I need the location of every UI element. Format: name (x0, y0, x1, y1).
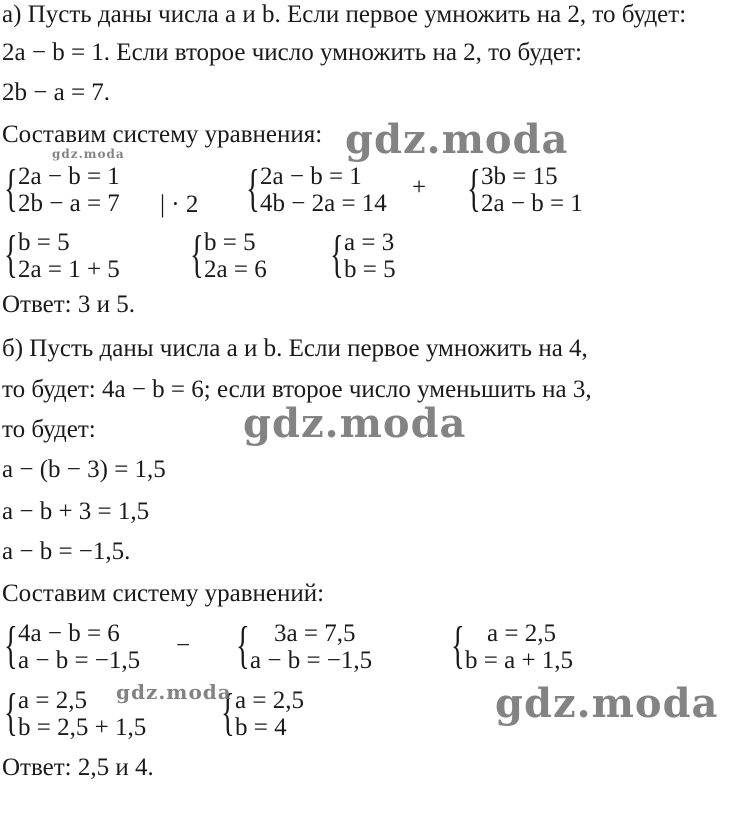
equation: 3a = 7,5 (274, 620, 356, 647)
equation: 2a − b = 1 (18, 163, 120, 190)
equation: b = 2,5 + 1,5 (18, 714, 147, 741)
part-b-compose-heading: Составим систему уравнений: (2, 580, 325, 607)
part-b-equation-3: a − b = −1,5. (2, 538, 131, 565)
part-a-line-2: 2a − b = 1. Если второе число умножить на 2, то будет: (2, 39, 582, 66)
equation: 4b − 2a = 14 (260, 190, 387, 217)
equation: a = 3 (344, 229, 395, 256)
watermark-logo: gdz.moda (345, 116, 569, 163)
add-note: + (412, 174, 427, 201)
part-a-system-3: { 3b = 15 2a − b = 1 (467, 160, 583, 217)
watermark-logo: gdz.moda (116, 680, 232, 704)
equation: 2a = 1 + 5 (18, 256, 120, 283)
part-b-line-3: то будет: (2, 416, 96, 443)
watermark-logo: gdz.moda (495, 680, 719, 727)
part-b-system-1: { 4a − b = 6 a − b = −1,5 (4, 617, 141, 674)
part-b-system-3: { a = 2,5 b = a + 1,5 (451, 617, 574, 674)
part-b-system-4: { a = 2,5 b = 2,5 + 1,5 (4, 684, 147, 741)
equation: a = 2,5 (18, 687, 87, 714)
multiply-note: | · 2 (160, 191, 199, 218)
part-b-equation-2: a − b + 3 = 1,5 (2, 498, 150, 525)
part-a-line-3: 2b − a = 7. (2, 79, 111, 106)
part-b-answer: Ответ: 2,5 и 4. (2, 754, 154, 781)
part-a-answer: Ответ: 3 и 5. (2, 291, 135, 318)
part-b-system-2: { 3a = 7,5 a − b = −1,5 (236, 617, 373, 674)
equation: 2a − b = 1 (260, 163, 362, 190)
equation: b = 4 (235, 714, 287, 741)
equation: 2b − a = 7 (18, 190, 120, 217)
part-b-line-1: б) Пусть даны числа a и b. Если первое умножить на 4, (2, 335, 588, 362)
watermark-logo: gdz.moda (52, 147, 125, 161)
part-a-line-1: а) Пусть даны числа a и b. Если первое умножить на 2, то будет: (2, 1, 687, 28)
watermark-logo: gdz.moda (243, 400, 467, 447)
subtract-note: − (176, 632, 191, 659)
equation: 4a − b = 6 (18, 620, 120, 647)
part-b-system-5: { a = 2,5 b = 4 (221, 684, 304, 741)
part-a-system-5: { b = 5 2a = 6 (190, 226, 267, 283)
equation: b = 5 (18, 229, 70, 256)
part-a-system-4: { b = 5 2a = 1 + 5 (4, 226, 120, 283)
equation: b = a + 1,5 (465, 647, 574, 674)
equation: a = 2,5 (487, 620, 556, 647)
equation: a = 2,5 (235, 687, 304, 714)
equation: b = 5 (344, 256, 396, 283)
equation: b = 5 (204, 229, 256, 256)
part-a-compose-heading: Составим систему уравнения: (2, 121, 323, 148)
equation: 3b = 15 (481, 163, 558, 190)
equation: a − b = −1,5 (18, 647, 141, 674)
equation: 2a = 6 (204, 256, 267, 283)
part-a-system-2: { 2a − b = 1 4b − 2a = 14 (246, 160, 387, 217)
part-b-line-2: то будет: 4a − b = 6; если второе число уменьшить на 3, (2, 376, 592, 403)
part-a-system-6: { a = 3 b = 5 (330, 226, 396, 283)
part-b-equation-1: a − (b − 3) = 1,5 (2, 456, 166, 483)
equation: 2a − b = 1 (481, 190, 583, 217)
equation: a − b = −1,5 (250, 647, 373, 674)
part-a-system-1: { 2a − b = 1 2b − a = 7 (4, 160, 120, 217)
